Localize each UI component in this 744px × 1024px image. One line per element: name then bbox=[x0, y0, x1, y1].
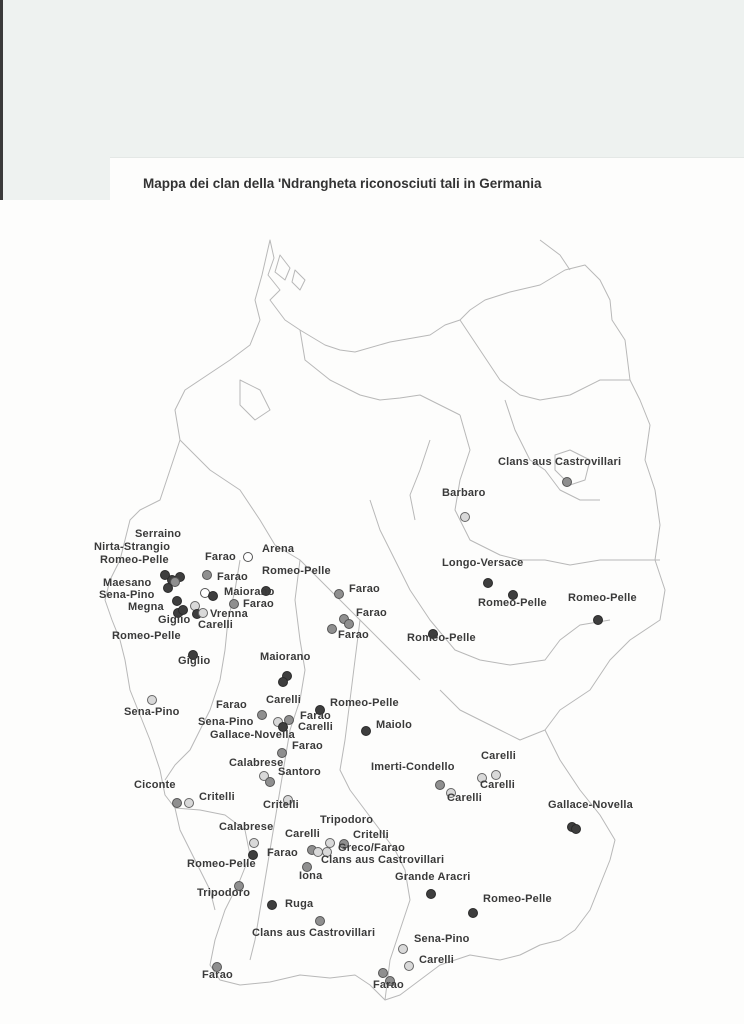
clan-marker-dark bbox=[571, 824, 581, 834]
clan-label: Greco/Farao bbox=[338, 842, 406, 854]
clan-label: Maiorano bbox=[260, 651, 311, 663]
clan-marker-light bbox=[325, 838, 335, 848]
clan-label: Clans aus Castrovillari bbox=[498, 456, 622, 468]
clan-label: Imerti-Condello bbox=[371, 761, 455, 773]
clan-marker-dark bbox=[361, 726, 371, 736]
clan-label: Farao bbox=[300, 710, 331, 722]
clan-label: Romeo-Pelle bbox=[330, 697, 399, 709]
clan-label: Carelli bbox=[285, 828, 321, 840]
clan-marker-mid bbox=[327, 624, 337, 634]
clan-label: Longo-Versace bbox=[442, 557, 524, 569]
clan-marker-light bbox=[398, 944, 408, 954]
clan-label: Maiolo bbox=[376, 719, 413, 731]
clan-marker-dark bbox=[208, 591, 218, 601]
clan-label: Iona bbox=[299, 870, 323, 882]
clan-label: Sena-Pino bbox=[414, 933, 470, 945]
clan-label: Farao bbox=[216, 699, 247, 711]
clan-label: Carelli bbox=[198, 619, 234, 631]
clan-label: Romeo-Pelle bbox=[483, 893, 552, 905]
clan-marker-light bbox=[460, 512, 470, 522]
clan-label: Tripodoro bbox=[320, 814, 374, 826]
clan-label: Romeo-Pelle bbox=[187, 858, 256, 870]
clan-marker-dark bbox=[267, 900, 277, 910]
clan-label: Romeo-Pelle bbox=[262, 565, 331, 577]
clan-label: Romeo-Pelle bbox=[100, 554, 169, 566]
clan-marker-dark bbox=[483, 578, 493, 588]
clan-label: Carelli bbox=[419, 954, 455, 966]
clan-label: Grande Aracri bbox=[395, 871, 471, 883]
clan-marker-mid bbox=[334, 589, 344, 599]
clan-label: Critelli bbox=[199, 791, 235, 803]
clan-label: Maiorano bbox=[224, 586, 275, 598]
clan-label: Giglio bbox=[158, 614, 191, 626]
clan-label: Farao bbox=[243, 598, 274, 610]
clan-label: Gallace-Novella bbox=[548, 799, 633, 811]
clan-label: Romeo-Pelle bbox=[407, 632, 476, 644]
clan-marker-dark bbox=[163, 583, 173, 593]
clan-marker-dark bbox=[593, 615, 603, 625]
clan-label: Farao bbox=[356, 607, 387, 619]
clan-label: Critelli bbox=[263, 799, 299, 811]
clan-marker-light bbox=[404, 961, 414, 971]
clan-label: Clans aus Castrovillari bbox=[252, 927, 376, 939]
clan-marker-light bbox=[184, 798, 194, 808]
clan-label: Gallace-Novella bbox=[210, 729, 295, 741]
clan-label: Romeo-Pelle bbox=[112, 630, 181, 642]
clan-label: Maesano bbox=[103, 577, 152, 589]
clan-label: Calabrese bbox=[229, 757, 284, 769]
clan-label: Farao bbox=[267, 847, 298, 859]
clan-label: Giglio bbox=[178, 655, 211, 667]
clan-marker-mid bbox=[435, 780, 445, 790]
clan-marker-white bbox=[243, 552, 253, 562]
clan-marker-mid bbox=[172, 798, 182, 808]
clan-label: Carelli bbox=[481, 750, 517, 762]
clan-label: Farao bbox=[217, 571, 248, 583]
clan-label: Calabrese bbox=[219, 821, 274, 833]
clan-marker-mid bbox=[344, 619, 354, 629]
clan-label: Carelli bbox=[480, 779, 516, 791]
clan-label: Sena-Pino bbox=[124, 706, 180, 718]
clan-marker-mid bbox=[257, 710, 267, 720]
clan-marker-mid bbox=[315, 916, 325, 926]
clan-label: Carelli bbox=[266, 694, 302, 706]
clan-label: Romeo-Pelle bbox=[568, 592, 637, 604]
map-title: Mappa dei clan della 'Ndrangheta riconosciuti tali in Germania bbox=[143, 176, 542, 191]
clan-marker-dark bbox=[468, 908, 478, 918]
clan-label: Critelli bbox=[353, 829, 389, 841]
clan-label: Farao bbox=[373, 979, 404, 991]
clan-label: Romeo-Pelle bbox=[478, 597, 547, 609]
clan-label: Ruga bbox=[285, 898, 314, 910]
clan-label: Sena-Pino bbox=[99, 589, 155, 601]
clan-marker-dark bbox=[278, 677, 288, 687]
clan-label: Ciconte bbox=[134, 779, 176, 791]
clan-label: Santoro bbox=[278, 766, 321, 778]
clan-marker-dark bbox=[160, 570, 170, 580]
clan-label: Megna bbox=[128, 601, 164, 613]
clan-label: Clans aus Castrovillari bbox=[321, 854, 445, 866]
clan-label: Farao bbox=[205, 551, 236, 563]
clan-marker-light bbox=[249, 838, 259, 848]
clan-label: Serraino bbox=[135, 528, 182, 540]
clan-marker-dark bbox=[426, 889, 436, 899]
clan-marker-mid bbox=[265, 777, 275, 787]
clan-label: Tripodoro bbox=[197, 887, 251, 899]
clan-label: Carelli bbox=[298, 721, 334, 733]
clan-label: Vrenna bbox=[210, 608, 248, 620]
clan-label: Arena bbox=[262, 543, 295, 555]
clan-label: Barbaro bbox=[442, 487, 486, 499]
clan-label: Carelli bbox=[447, 792, 483, 804]
clan-label: Farao bbox=[349, 583, 380, 595]
clan-label: Farao bbox=[338, 629, 369, 641]
clan-marker-mid bbox=[202, 570, 212, 580]
clan-label: Farao bbox=[292, 740, 323, 752]
clan-marker-light bbox=[147, 695, 157, 705]
clan-label: Sena-Pino bbox=[198, 716, 254, 728]
clan-marker-light bbox=[198, 608, 208, 618]
clan-label: Nirta-Strangio bbox=[94, 541, 171, 553]
clan-marker-mid bbox=[562, 477, 572, 487]
clan-label: Farao bbox=[202, 969, 233, 981]
